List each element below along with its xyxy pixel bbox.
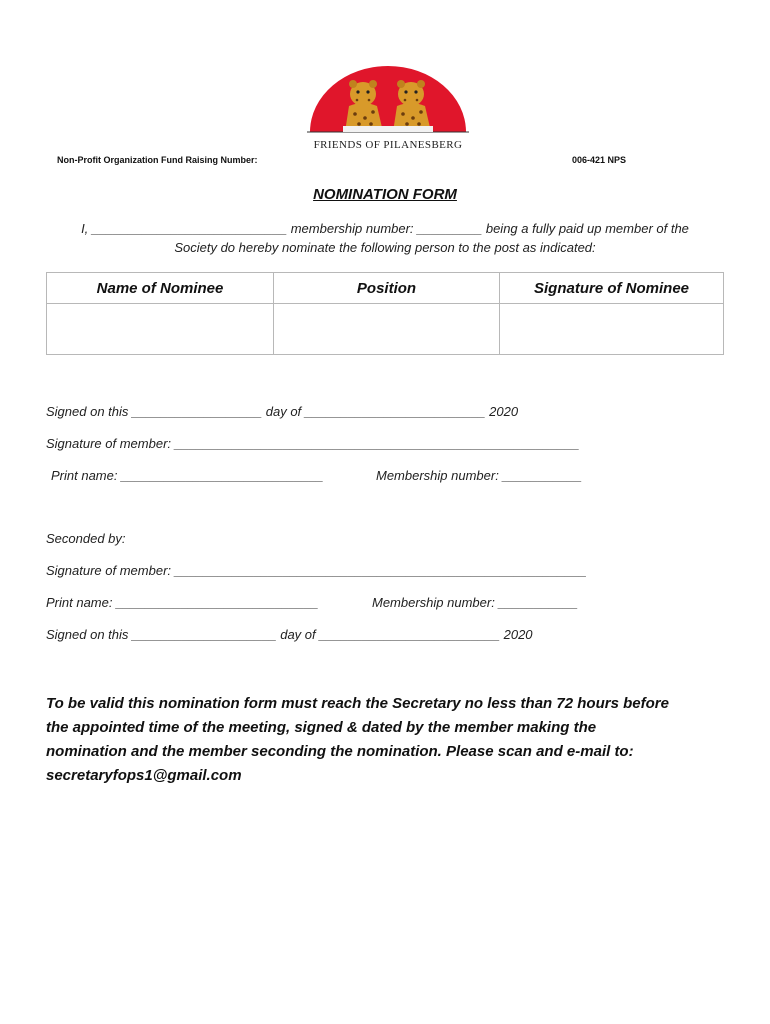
notice-line-2: the appointed time of the meeting, signed & dated by the member making the <box>46 719 597 736</box>
seconder-membership-number-line: Membership number: ___________ <box>372 595 578 610</box>
header-name-of-nominee: Name of Nominee <box>47 273 274 304</box>
member-print-name-line: Print name: ____________________________ <box>51 468 324 483</box>
validity-notice <box>46 692 736 788</box>
seconder-print-name-line: Print name: ____________________________ <box>46 595 319 610</box>
nominee-signature-cell[interactable] <box>500 304 724 355</box>
intro-line-1: I, ___________________________ membership number: _________ being a fully paid up member of the <box>81 221 689 236</box>
notice-line-3: nomination and the member seconding the nomination. Please scan and e-mail to: <box>46 743 634 760</box>
intro-line-2: Society do hereby nominate the following person to the post as indicated: <box>174 240 596 255</box>
registration-label: Non-Profit Organization Fund Raising Number: <box>57 155 258 165</box>
member-signature-line: Signature of member: ________________________________________________________ <box>46 436 580 451</box>
member-membership-number-line: Membership number: ___________ <box>376 468 582 483</box>
seconder-signed-on-line: Signed on this ____________________ day of _________________________ 2020 <box>46 627 533 642</box>
header-signature-of-nominee: Signature of Nominee <box>500 273 724 304</box>
notice-line-1: To be valid this nomination form must reach the Secretary no less than 72 hours before <box>46 695 669 712</box>
table-header-row <box>47 273 724 304</box>
seconder-signature-line: Signature of member: _________________________________________________________ <box>46 563 587 578</box>
secretary-email[interactable]: secretaryfops1@gmail.com <box>46 767 242 784</box>
nomination-table <box>46 272 724 355</box>
seconded-by-label: Seconded by: <box>46 531 126 546</box>
nominee-name-cell[interactable] <box>47 304 274 355</box>
table-row <box>47 304 724 355</box>
registration-number: 006-421 NPS <box>572 155 627 165</box>
member-signed-on-line: Signed on this __________________ day of _________________________ 2020 <box>46 404 519 419</box>
logo-text: FRIENDS OF PILANESBERG <box>313 139 463 151</box>
form-title: NOMINATION FORM <box>313 186 457 203</box>
position-cell[interactable] <box>274 304 500 355</box>
header-position: Position <box>274 273 500 304</box>
